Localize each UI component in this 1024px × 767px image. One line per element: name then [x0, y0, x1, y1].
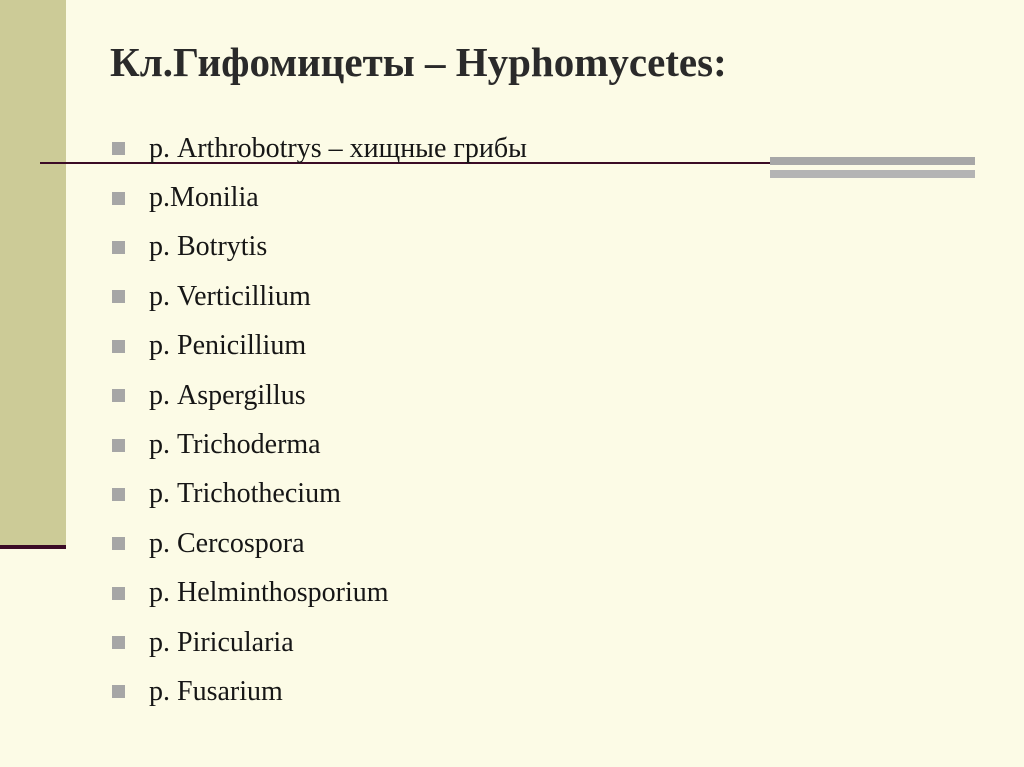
- square-bullet-icon: [112, 439, 125, 452]
- list-item-label: р. Botrytis: [149, 231, 268, 263]
- list-item: [112, 470, 527, 519]
- list-item-label: р. Verticillium: [149, 280, 311, 312]
- list-item: [112, 519, 527, 568]
- square-bullet-icon: [112, 290, 125, 303]
- list-item-label: р.Monilia: [149, 182, 259, 214]
- genus-list: [112, 124, 527, 717]
- list-item: [112, 272, 527, 321]
- square-bullet-icon: [112, 685, 125, 698]
- square-bullet-icon: [112, 587, 125, 600]
- list-item-label: р. Trichoderma: [149, 429, 321, 461]
- square-bullet-icon: [112, 142, 125, 155]
- list-item: [112, 223, 527, 272]
- list-item: [112, 173, 527, 222]
- list-item: [112, 371, 527, 420]
- square-bullet-icon: [112, 537, 125, 550]
- square-bullet-icon: [112, 192, 125, 205]
- list-item-label: р. Penicillium: [149, 330, 307, 362]
- square-bullet-icon: [112, 488, 125, 501]
- square-bullet-icon: [112, 241, 125, 254]
- accent-bar-upper: [770, 157, 975, 165]
- left-decorative-bar: [0, 0, 66, 545]
- list-item: [112, 124, 527, 173]
- list-item-label: р. Fusarium: [149, 675, 283, 707]
- square-bullet-icon: [112, 389, 125, 402]
- list-item: [112, 322, 527, 371]
- list-item-label: р. Helminthosporium: [149, 577, 389, 609]
- list-item: [112, 667, 527, 716]
- list-item: [112, 569, 527, 618]
- list-item-label: р. Piricularia: [149, 626, 294, 658]
- slide-title: Кл.Гифомицеты – Hyphomycetes:: [110, 39, 727, 85]
- left-bar-underline: [0, 545, 66, 549]
- square-bullet-icon: [112, 636, 125, 649]
- list-item-label: р. Arthrobotrys – хищные грибы: [149, 132, 527, 164]
- list-item: [112, 618, 527, 667]
- list-item-label: р. Aspergillus: [149, 379, 306, 411]
- accent-bar-lower: [770, 170, 975, 178]
- square-bullet-icon: [112, 340, 125, 353]
- list-item-label: р. Trichothecium: [149, 478, 341, 510]
- list-item: [112, 420, 527, 469]
- list-item-label: р. Cercospora: [149, 527, 305, 559]
